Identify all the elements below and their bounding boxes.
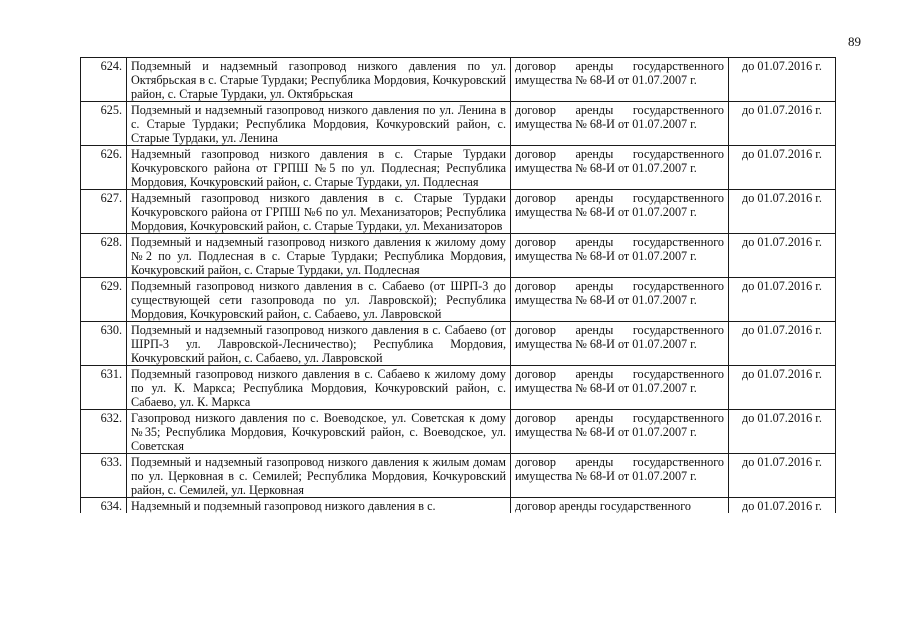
term-date: до 01.07.2016 г. (729, 322, 836, 366)
object-description: Надземный газопровод низкого давления в с. Старые Турдаки Кочкуровского района от ГРПШ №5 по ул. Подлесная; Республика Мордовия, Кочкуровский район, с. Старые Турдаки, ул. Подлесная (127, 146, 511, 190)
row-number: 626. (81, 146, 127, 190)
legal-basis: договор аренды государственного имущества № 68-И от 01.07.2007 г. (511, 454, 729, 498)
page-number: 89 (848, 34, 861, 49)
object-description: Надземный газопровод низкого давления в с. Старые Турдаки Кочкуровского района от ГРПШ №6 по ул. Механизаторов; Республика Мордовия, Кочкуровский район, с. Старые Турдаки, ул. Механизаторов (127, 190, 511, 234)
legal-basis: договор аренды государственного (511, 498, 729, 514)
row-number: 625. (81, 102, 127, 146)
term-date: до 01.07.2016 г. (729, 366, 836, 410)
object-description: Подземный и надземный газопровод низкого давления по ул. Ленина в с. Старые Турдаки; Республика Мордовия, Кочкуровский район, с. Старые Турдаки, ул. Ленина (127, 102, 511, 146)
object-description: Подземный и надземный газопровод низкого давления по ул. Октябрьская в с. Старые Турдаки; Республика Мордовия, Кочкуровский район, с. Старые Турдаки, ул. Октябрьская (127, 58, 511, 102)
term-date: до 01.07.2016 г. (729, 234, 836, 278)
row-number: 633. (81, 454, 127, 498)
legal-basis: договор аренды государственного имущества № 68-И от 01.07.2007 г. (511, 146, 729, 190)
object-description: Подземный и надземный газопровод низкого давления к жилым домам по ул. Церковная в с. Семилей; Республика Мордовия, Кочкуровский район, с. Семилей, ул. Церковная (127, 454, 511, 498)
object-description: Надземный и подземный газопровод низкого давления в с. (127, 498, 511, 514)
legal-basis: договор аренды государственного имущества № 68-И от 01.07.2007 г. (511, 234, 729, 278)
table-row (81, 366, 836, 410)
term-date: до 01.07.2016 г. (729, 146, 836, 190)
term-date: до 01.07.2016 г. (729, 58, 836, 102)
term-date: до 01.07.2016 г. (729, 410, 836, 454)
term-date: до 01.07.2016 г. (729, 278, 836, 322)
table-row (81, 190, 836, 234)
table-row (81, 410, 836, 454)
legal-basis: договор аренды государственного имущества № 68-И от 01.07.2007 г. (511, 410, 729, 454)
row-number: 627. (81, 190, 127, 234)
object-description: Подземный и надземный газопровод низкого давления в с. Сабаево (от ШРП-3 ул. Лавровской-Лесничество); Республика Мордовия, Кочкуровский район, с. Сабаево, ул. Лавровской (127, 322, 511, 366)
object-description: Газопровод низкого давления по с. Воеводское, ул. Советская к дому №35; Республика Мордовия, Кочкуровский район, с. Воеводское, ул. Советская (127, 410, 511, 454)
row-number: 630. (81, 322, 127, 366)
legal-basis: договор аренды государственного имущества № 68-И от 01.07.2007 г. (511, 278, 729, 322)
row-number: 631. (81, 366, 127, 410)
object-description: Подземный газопровод низкого давления в с. Сабаево (от ШРП-3 до существующей сети газопровода по ул. Лавровской); Республика Мордовия, Кочкуровский район, с. Сабаево, ул. Лавровской (127, 278, 511, 322)
term-date: до 01.07.2016 г. (729, 454, 836, 498)
table-row (81, 278, 836, 322)
row-number: 624. (81, 58, 127, 102)
table-row (81, 498, 836, 514)
term-date: до 01.07.2016 г. (729, 102, 836, 146)
row-number: 628. (81, 234, 127, 278)
row-number: 632. (81, 410, 127, 454)
legal-basis: договор аренды государственного имущества № 68-И от 01.07.2007 г. (511, 58, 729, 102)
table-row (81, 58, 836, 102)
legal-basis: договор аренды государственного имущества № 68-И от 01.07.2007 г. (511, 190, 729, 234)
legal-basis: договор аренды государственного имущества № 68-И от 01.07.2007 г. (511, 366, 729, 410)
term-date: до 01.07.2016 г. (729, 498, 836, 514)
table-row (81, 102, 836, 146)
row-number: 629. (81, 278, 127, 322)
table-row (81, 234, 836, 278)
term-date: до 01.07.2016 г. (729, 190, 836, 234)
row-number: 634. (81, 498, 127, 514)
table-row (81, 322, 836, 366)
object-description: Подземный и надземный газопровод низкого давления к жилому дому №2 по ул. Подлесная в с. Старые Турдаки; Республика Мордовия, Кочкуровский район, с. Старые Турдаки, ул. Подлесная (127, 234, 511, 278)
property-registry-table (80, 57, 836, 513)
legal-basis: договор аренды государственного имущества № 68-И от 01.07.2007 г. (511, 102, 729, 146)
object-description: Подземный газопровод низкого давления в с. Сабаево к жилому дому по ул. К. Маркса; Республика Мордовия, Кочкуровский район, с. Сабаево, ул. К. Маркса (127, 366, 511, 410)
legal-basis: договор аренды государственного имущества № 68-И от 01.07.2007 г. (511, 322, 729, 366)
table-row (81, 146, 836, 190)
table-row (81, 454, 836, 498)
